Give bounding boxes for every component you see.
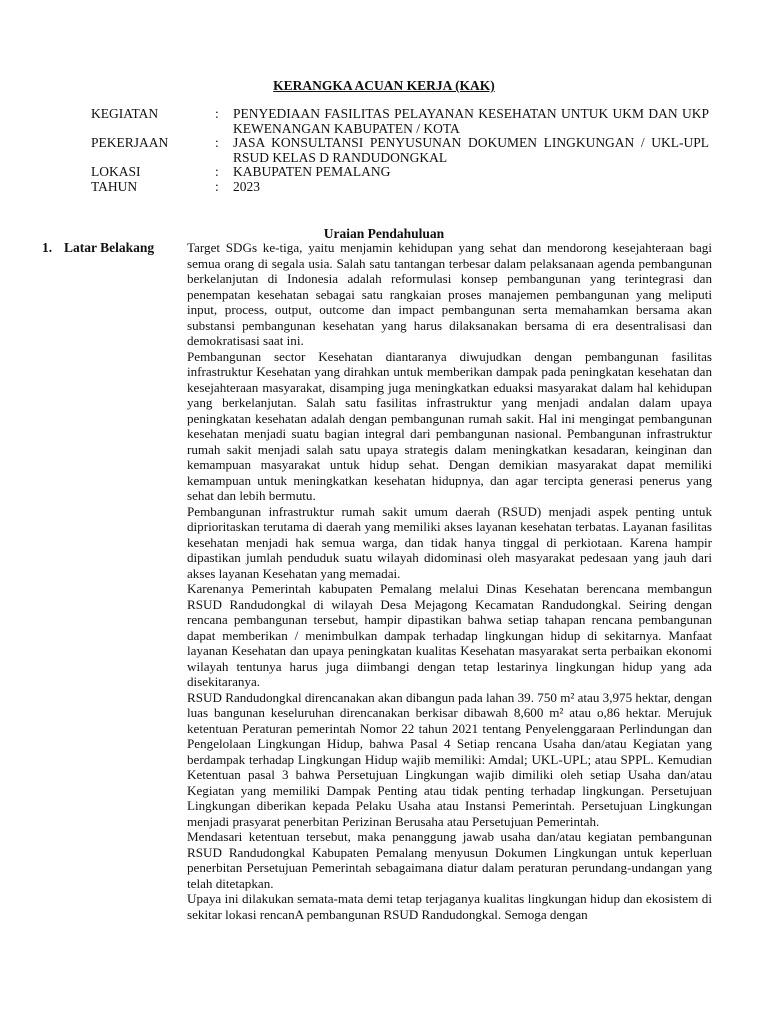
meta-colon: : bbox=[215, 178, 219, 194]
meta-value: JASA KONSULTANSI PENYUSUNAN DOKUMEN LINGKUNGAN / UKL-UPL RSUD KELAS D RANDUDONGKAL bbox=[233, 135, 709, 165]
meta-table bbox=[91, 107, 711, 194]
meta-label: TAHUN bbox=[91, 178, 138, 194]
document-title: KERANGKA ACUAN KERJA (KAK) bbox=[273, 78, 495, 93]
paragraph: RSUD Randudongkal direncanakan akan dibangun pada lahan 39. 750 m² atau 3,975 hektar, dengan luas bangunan keseluruhan direncanakan berkisar dibawah 8,600 m² atau o,86 hektar. Merujuk ketentuan Peraturan pemerintah Nomor 22 tahun 2021 tentang Penyelenggaraan Perlindungan dan Pengelolaan Lingkungan Hidup, bahwa Pasal 4 Setiap rencana Usaha dan/atau Kegiatan yang berdampak terhadap Lingkungan Hidup wajib memiliki: Amdal; UKL-UPL; atau SPPL. Kemudian Ketentuan pasal 3 bahwa Persetujuan Lingkungan wajib dimiliki oleh setiap Usaha dan/atau Kegiatan yang memiliki Dampak Penting atau tidak penting terhadap lingkungan. Persetujuan Lingkungan diberikan kepada Pelaku Usaha atau Instansi Pemerintah. Persetujuan Lingkungan menjadi prasyarat penerbitan Perizinan Berusaha atau Persetujuan Pemerintah. bbox=[187, 689, 712, 829]
meta-colon: : bbox=[215, 135, 219, 150]
meta-colon: : bbox=[215, 164, 219, 179]
body-text bbox=[187, 240, 712, 922]
paragraph: Target SDGs ke-tiga, yaitu menjamin kehidupan yang sehat dan mendorong kesejahteraan bagi semua orang di segala usia. Salah satu tantangan terbesar dalam pelaksanaan agenda pembangunan berkelanjutan di Indonesia adalah reformulasi konsep pembangunan yang terintegrasi dan penempatan kesehatan sebagai satu rangkaian proses manajemen pembangunan yang meliputi input, process, output, outcome dan impact pembangunan serta memahamkan bersama akan substansi pembangunan kesehatan yang harus dilaksanakan bersama di era desentralisasi dan demokratisasi saat ini. bbox=[187, 240, 712, 348]
paragraph: Pembangunan sector Kesehatan diantaranya diwujudkan dengan pembangunan fasilitas infrastruktur Kesehatan yang dirahkan untuk memberikan dampak pada peningkatan kesehatan dan kesejahteraan masyarakat, disamping juga meningkatkan eduaksi masyarakat dalam hal kehidupan yang berkelanjutan. Salah satu fasilitas infrastruktur yang menjadi andalan dalam upaya peningkatan kesehatan adalah dengan pembangunan rumah sakit. Hal ini mengingat pembangunan kesehatan menjadi suatu bagian integral dari pembangunan nasional. Pembangunan infrastruktur rumah sakit menjadi salah satu upaya strategis dalam meningkatkan kesadaran, keinginan dan kemampuan masyarakat untuk hidup sehat. Dengan demikian masyarakat dapat memiliki kemampuan untuk meningkatkan kesehatan hidupnya, dan agar tercipta generasi penerus yang sehat dan lebih bermutu. bbox=[187, 348, 712, 503]
meta-label: PEKERJAAN bbox=[91, 135, 169, 150]
paragraph: Upaya ini dilakukan semata-mata demi tetap terjaganya kualitas lingkungan hidup dan ekosistem di sekitar lokasi rencanA pembangunan RSUD Randudongkal. Semoga dengan bbox=[187, 891, 712, 922]
meta-row-lokasi bbox=[91, 165, 711, 180]
meta-row-tahun bbox=[91, 180, 711, 195]
paragraph: Mendasari ketentuan tersebut, maka penanggung jawab usaha dan/atau kegiatan pembangunan RSUD Randudongkal Kabupaten Pemalang menyusun Dokumen Lingkungan untuk keperluan penerbitan Persetujuan Pemerintah sebagaimana diatur dalam peraturan perundang-undangan yang telah ditetapkan. bbox=[187, 829, 712, 891]
meta-value: PENYEDIAAN FASILITAS PELAYANAN KESEHATAN UNTUK UKM DAN UKP KEWENANGAN KABUPATEN / KOTA bbox=[233, 106, 709, 136]
section-title: Uraian Pendahuluan bbox=[323, 226, 445, 241]
paragraph: Karenanya Pemerintah kabupaten Pemalang melalui Dinas Kesehatan berencana membangun RSUD Randudongkal di wilayah Desa Mejagong Kecamatan Randudongkal. Seiring dengan rencana pembangunan tersebut, hampir dipastikan bahwa setiap tahapan rencana pembangunan dapat memberikan / menimbulkan dampak terhadap lingkungan hidup di sekitarnya. Manfaat layanan Kesehatan dan upaya peningkatan kualitas Kesehatan masyarakat serta perbaikan ekonomi wilayah tentunya harus juga diimbangi dengan tetap lestarinya lingkungan hidup yang ada disekitaranya. bbox=[187, 581, 712, 689]
paragraph: Pembangunan infrastruktur rumah sakit umum daerah (RSUD) menjadi aspek penting untuk diprioritaskan terutama di daerah yang memiliki akses layanan kesehatan terbatas. Layanan fasilitas kesehatan menjadi hak semua warga, dan tidak hanya tinggal di perkiotaan. Karena hampir dipastikan jumlah penduduk suatu wilayah didominasi oleh masyarakat pedesaan yang jauh dari akses layanan Kesehatan yang memadai. bbox=[187, 503, 712, 581]
meta-value: KABUPATEN PEMALANG bbox=[233, 164, 391, 179]
meta-label: KEGIATAN bbox=[91, 106, 159, 121]
meta-colon: : bbox=[215, 106, 219, 121]
meta-label: LOKASI bbox=[91, 164, 141, 179]
meta-row-pekerjaan bbox=[91, 136, 711, 165]
meta-row-kegiatan bbox=[91, 107, 711, 136]
item-number: 1. bbox=[42, 240, 53, 255]
meta-value: 2023 bbox=[233, 178, 260, 194]
item-label: Latar Belakang bbox=[64, 240, 155, 255]
